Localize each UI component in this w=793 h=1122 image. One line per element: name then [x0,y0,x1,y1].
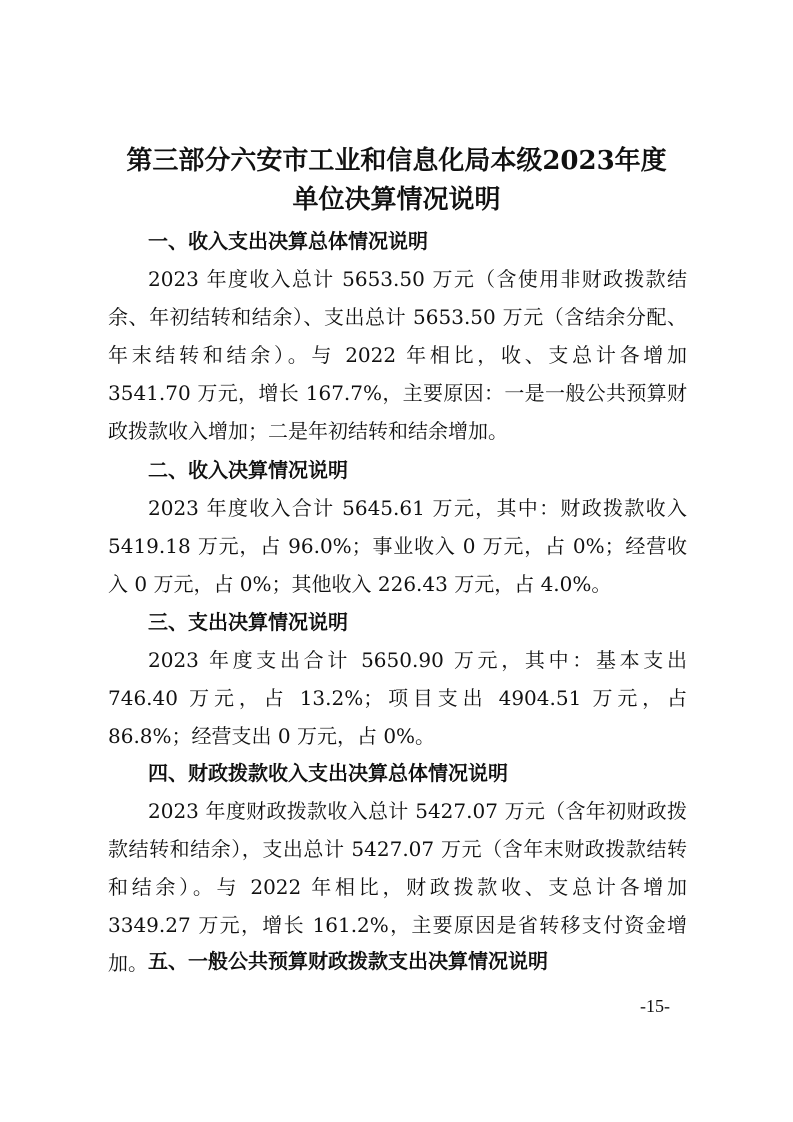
section-1-body: 2023 年度收入总计 5653.50 万元（含使用非财政拨款结余、年初结转和结余）、支出总计 5653.50 万元（含结余分配、年末结转和结余）。与 2022 年相比，收、支总计各增加 3541.70 万元，增长 167.7%，主要原因：一是一般公共预算财政拨款收入增加；二是年初结转和结余增加。 [108,267,687,443]
section-5-heading: 五、一般公共预算财政拨款支出决算情况说明 [148,949,548,973]
document-title-line-1: 第三部分六安市工业和信息化局本级2023年度 [126,146,667,176]
section-3-body: 2023 年度支出合计 5650.90 万元，其中：基本支出 746.40 万元，占 13.2%；项目支出 4904.51 万元，占 86.8%；经营支出 0 万元，占 0%。 [108,648,687,748]
section-2-heading: 二、收入决算情况说明 [148,458,348,482]
document-title-line-2: 单位决算情况说明 [292,185,501,215]
section-4-body: 2023 年度财政拨款收入总计 5427.07 万元（含年初财政拨款结转和结余），支出总计 5427.07 万元（含年末财政拨款结转和结余）。与 2022 年相比，财政拨款收、支总计各增加 3349.27 万元，增长 161.2%，主要原因是省转移支付资金增加。 [108,799,687,975]
section-1-heading: 一、收入支出决算总体情况说明 [148,229,428,253]
section-4-heading: 四、财政拨款收入支出决算总体情况说明 [148,761,508,785]
section-2-body: 2023 年度收入合计 5645.61 万元，其中：财政拨款收入 5419.18 万元，占 96.0%；事业收入 0 万元，占 0%；经营收入 0 万元，占 0%；其他收入 226.43 万元，占 4.0%。 [108,496,687,596]
section-3-heading: 三、支出决算情况说明 [148,610,348,634]
page-number: -15- [640,996,670,1016]
